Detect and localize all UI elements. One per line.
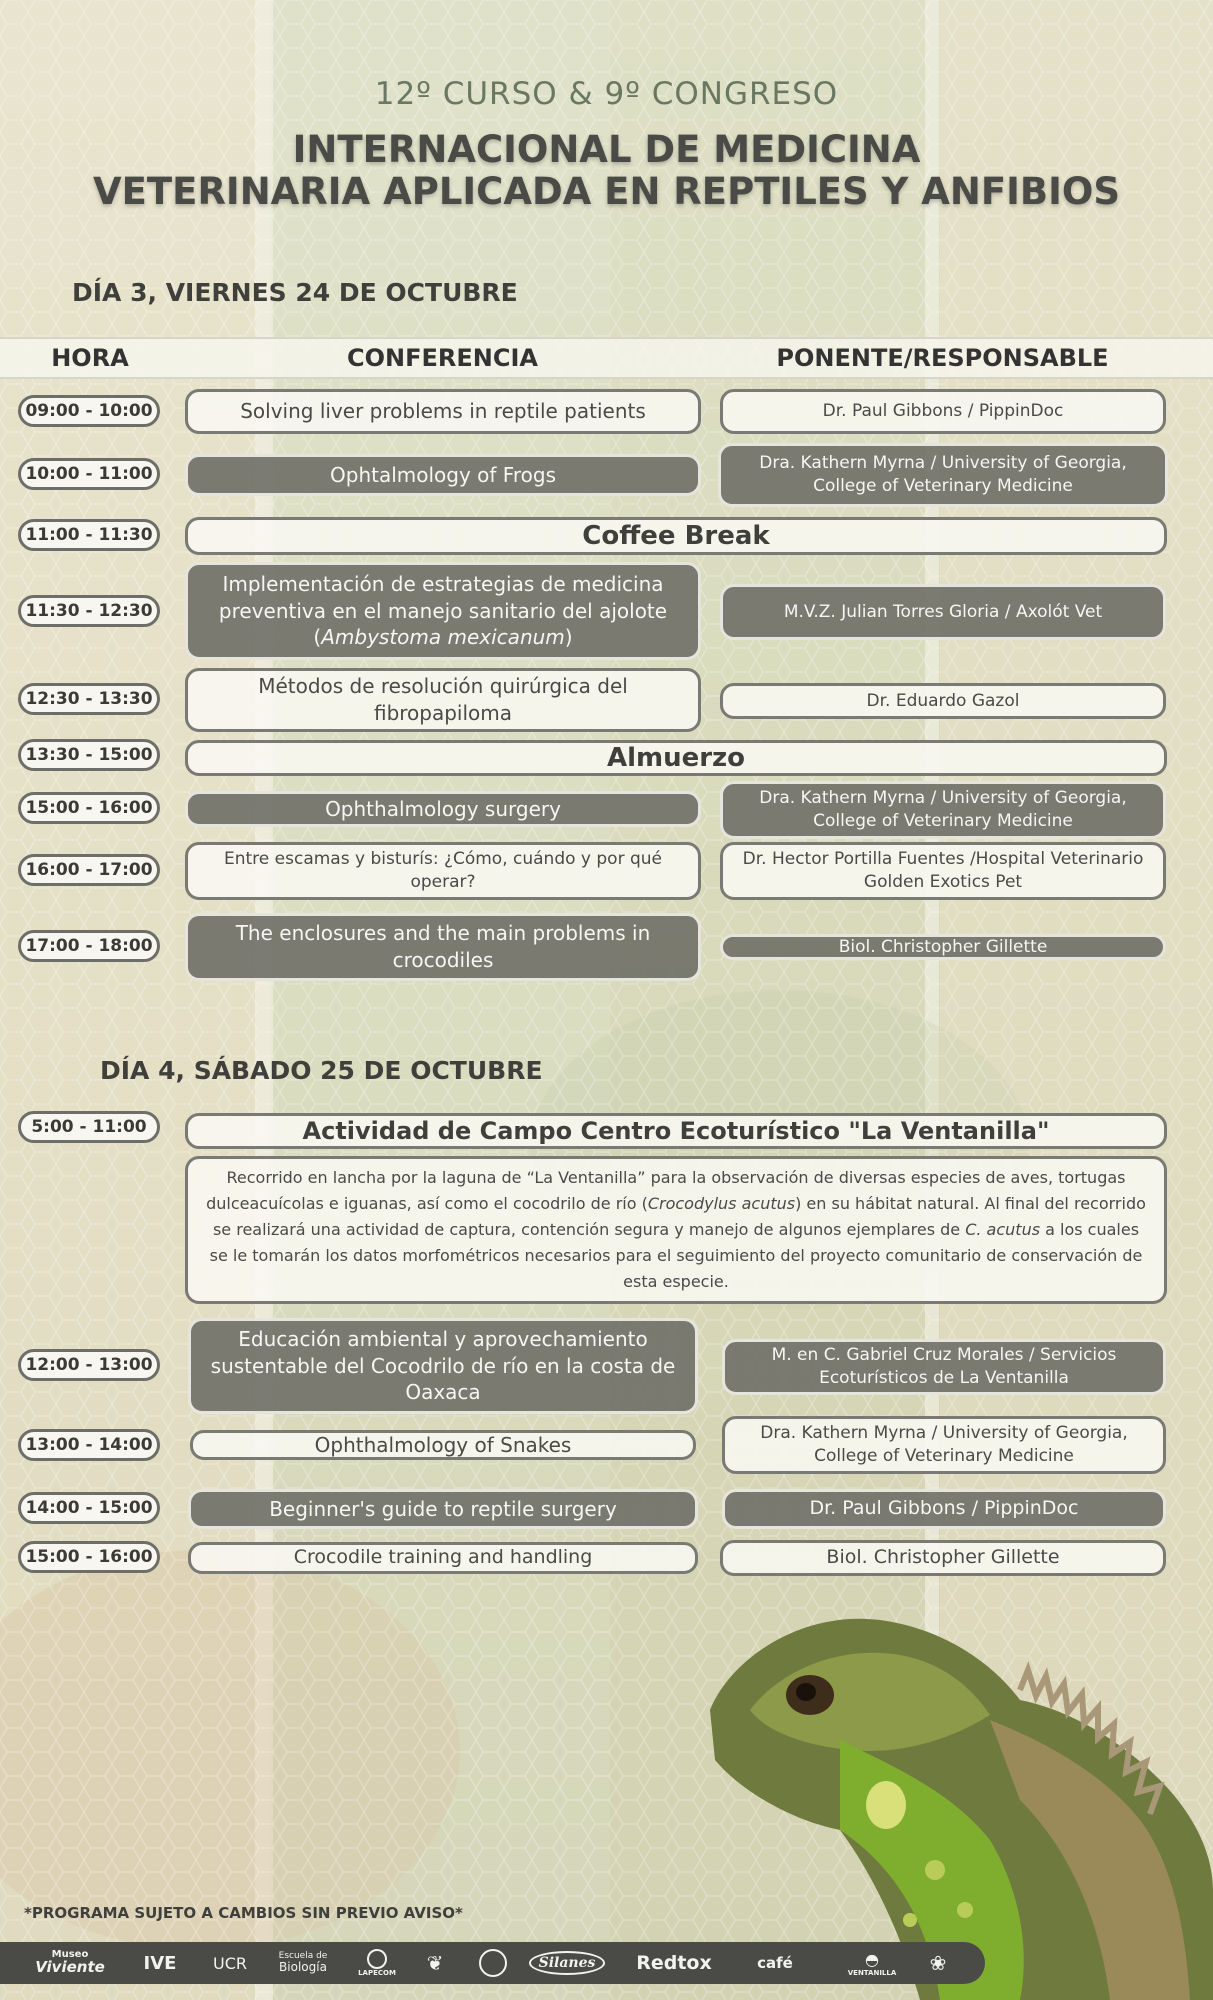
congress-title-line1: INTERNACIONAL DE MEDICINA — [292, 128, 921, 171]
talk-box: Crocodile training and handling — [188, 1542, 698, 1574]
col-header-ponente: PONENTE/RESPONSABLE — [776, 344, 1109, 372]
time-badge: 12:00 - 13:00 — [18, 1349, 160, 1381]
speaker-box: Dra. Kathern Myrna / University of Georgia, College of Veterinary Medicine — [722, 1416, 1166, 1474]
bird-logo-icon: ❀ — [929, 1951, 947, 1975]
logo-silanes: Silanes — [532, 1946, 602, 1980]
day4-heading: DÍA 4, SÁBADO 25 DE OCTUBRE — [100, 1056, 543, 1085]
speaker-box: M.V.Z. Julian Torres Gloria / Axolót Vet — [720, 584, 1166, 640]
talk-box: Ophthalmology of Snakes — [190, 1430, 696, 1460]
lunch-box: Almuerzo — [185, 740, 1167, 776]
logo-escuela-biologia: Escuela de Biología — [278, 1950, 328, 1975]
time-badge: 5:00 - 11:00 — [18, 1111, 160, 1143]
speaker-box: Biol. Christopher Gillette — [720, 1540, 1166, 1576]
field-activity-title: Actividad de Campo Centro Ecoturístico "La Ventanilla" — [185, 1113, 1167, 1149]
time-badge: 13:00 - 14:00 — [18, 1429, 160, 1461]
logo-redtox: Redtox — [636, 1952, 712, 1974]
lapecom-emblem-icon — [367, 1949, 387, 1969]
iguana-image — [690, 1590, 1213, 2000]
time-badge: 12:30 - 13:30 — [18, 683, 160, 715]
time-badge: 11:00 - 11:30 — [18, 519, 160, 551]
talk-box — [185, 562, 701, 660]
talk-box: Solving liver problems in reptile patients — [185, 389, 701, 434]
day3-heading: DÍA 3, VIERNES 24 DE OCTUBRE — [72, 278, 518, 307]
talk-box: Beginner's guide to reptile surgery — [188, 1489, 698, 1529]
speaker-box: Dr. Paul Gibbons / PippinDoc — [720, 389, 1166, 434]
speaker-box: Dr. Paul Gibbons / PippinDoc — [722, 1489, 1166, 1529]
talk-box: Educación ambiental y aprovechamiento sustentable del Cocodrilo de río en la costa de Oaxaca — [188, 1318, 698, 1414]
time-badge: 13:30 - 15:00 — [18, 739, 160, 771]
fish-icon: ◓ — [865, 1949, 879, 1969]
time-badge: 16:00 - 17:00 — [18, 854, 160, 886]
col-header-hora: HORA — [51, 344, 129, 372]
talk-box: Ophthalmology surgery — [185, 791, 701, 827]
speaker-box: Dra. Kathern Myrna / University of Georgia, College of Veterinary Medicine — [718, 443, 1168, 507]
talk-box: The enclosures and the main problems in crocodiles — [185, 913, 701, 981]
field-activity-description — [185, 1156, 1167, 1304]
seal-icon — [479, 1949, 507, 1977]
talk-box: Ophtalmology of Frogs — [185, 454, 701, 496]
talk-text: Implementación de estrategias de medicina preventiva en el manejo sanitario del ajolote (Ambystoma mexicanum) — [218, 571, 668, 650]
col-header-conferencia: CONFERENCIA — [347, 344, 538, 372]
time-badge: 09:00 - 10:00 — [18, 395, 160, 427]
speaker-box: Dr. Hector Portilla Fuentes /Hospital Veterinario Golden Exotics Pet — [720, 842, 1166, 900]
logo-seal — [476, 1946, 510, 1980]
time-badge: 15:00 - 16:00 — [18, 1541, 160, 1573]
congress-title-line2: VETERINARIA APLICADA EN REPTILES Y ANFIBIOS — [93, 170, 1120, 213]
speaker-box: Biol. Christopher Gillette — [720, 934, 1166, 960]
speaker-box: Dr. Eduardo Gazol — [720, 683, 1166, 719]
time-badge: 14:00 - 15:00 — [18, 1492, 160, 1524]
coffee-break-box: Coffee Break — [185, 517, 1167, 555]
speaker-box: M. en C. Gabriel Cruz Morales / Servicios Ecoturísticos de La Ventanilla — [722, 1339, 1166, 1395]
logo-museo-viviente: Museo Viviente — [35, 1948, 105, 1977]
speaker-box: Dra. Kathern Myrna / University of Georgia, College of Veterinary Medicine — [720, 781, 1166, 839]
talk-box: Entre escamas y bisturís: ¿Cómo, cuándo y por qué operar? — [185, 842, 701, 900]
logo-cafe: café — [757, 1954, 793, 1972]
footnote-disclaimer: *PROGRAMA SUJETO A CAMBIOS SIN PREVIO AVISO* — [24, 1904, 463, 1922]
leaf-logo-icon: ❦ — [426, 1951, 444, 1975]
time-badge: 15:00 - 16:00 — [18, 792, 160, 824]
time-badge: 10:00 - 11:00 — [18, 458, 160, 490]
logo-ive: IVE — [143, 1952, 177, 1974]
logo-ventanilla: ◓ VENTANILLA — [847, 1949, 897, 1977]
logo-lapecom: LAPECOM — [355, 1946, 399, 1980]
logo-ucr: UCR — [213, 1953, 247, 1973]
time-badge: 11:30 - 12:30 — [18, 595, 160, 627]
talk-box: Métodos de resolución quirúrgica del fibropapiloma — [185, 668, 701, 732]
congress-subtitle: 12º CURSO & 9º CONGRESO — [374, 76, 839, 112]
field-activity-text: Recorrido en lancha por la laguna de “La Ventanilla” para la observación de diversas especies de aves, tortugas dulceacuícolas e iguanas, así como el cocodrilo de río (Crocodylus acutus) en su hábitat natural. Al final del recorrido se realizará una actividad de captura, contención segura y manejo de algunos ejemplares de C. acutus a los cuales se le tomarán los datos morfométricos necesarios para el seguimiento del proyecto comunitario de conservación de esta especie. — [206, 1168, 1146, 1291]
time-badge: 17:00 - 18:00 — [18, 930, 160, 962]
